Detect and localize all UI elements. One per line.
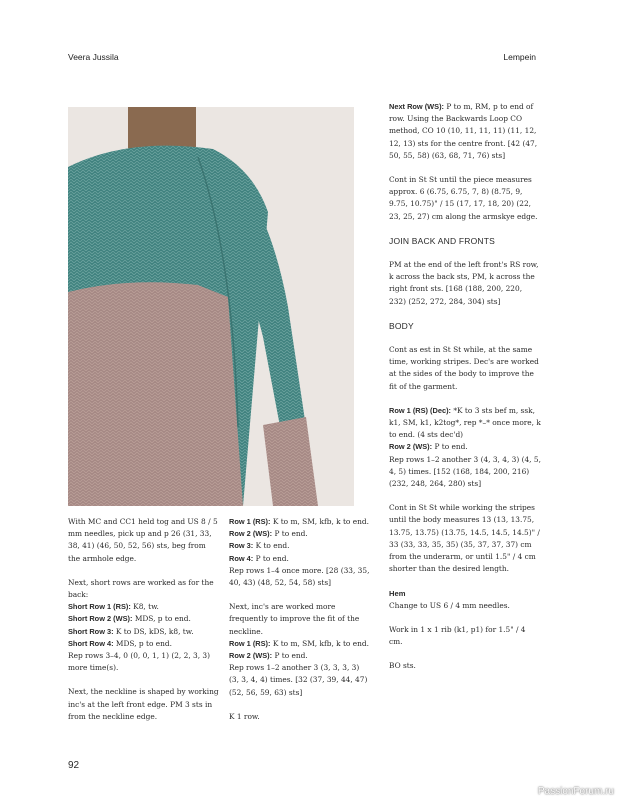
- column-left: [68, 516, 220, 735]
- row-3: Row 3: K to end.: [229, 541, 290, 551]
- row-2: Row 2 (WS): P to end.: [229, 651, 308, 661]
- bind-off: BO sts.: [389, 661, 416, 671]
- join-paragraph: PM at the end of the left front's RS row, k across the back sts, PM, k across the right front sts. [168 (188, 200, 220, 232) (252, 272, 284, 304) sts]: [389, 260, 539, 306]
- short-rows-block: [68, 577, 220, 675]
- subheading-hem: Hem: [389, 588, 406, 598]
- column-right: [389, 101, 541, 685]
- section-heading-join: JOIN BACK AND FRONTS: [389, 235, 496, 246]
- short-row-2: Short Row 2 (WS): MDS, p to end.: [68, 614, 191, 624]
- row-4: Row 4: P to end.: [229, 553, 289, 563]
- body-rows-block: [389, 405, 541, 490]
- row-1: Row 1 (RS): K to m, SM, kfb, k to end.: [229, 638, 369, 648]
- next-row-paragraph: Next Row (WS): P to m, RM, p to end of row. Using the Backwards Loop CO method, CO 10 (10, 11, 11, 11) (11, 12, 12, 13) sts for the centre front. [42 (47, 50, 55, 58) (63, 68, 71, 76) sts]: [389, 102, 538, 160]
- row-2: Row 2 (WS): P to end.: [229, 529, 308, 539]
- repeat-note: Rep rows 3–4, 0 (0, 0, 1, 1) (2, 2, 3, 3) more time(s).: [68, 651, 211, 673]
- repeat-note: Rep rows 1–2 another 3 (3, 3, 3, 3) (3, 3, 4, 4) times. [32 (37, 39, 44, 47) (52, 56, 59, 63) sts]: [229, 663, 368, 697]
- hem-needles: Change to US 6 / 4 mm needles.: [389, 600, 510, 610]
- short-row-1: Short Row 1 (RS): K8, tw.: [68, 602, 159, 612]
- rows-block-1: [229, 516, 371, 589]
- st-st-paragraph: Cont in St St until the piece measures approx. 6 (6.75, 6.75, 7, 8) (8.75, 9, 9.75, 10.75)" / 15 (17, 17, 18, 20) (22, 23, 25, 27) cm along the armskye edge.: [389, 175, 538, 221]
- repeat-note: Rep rows 1–4 once more. [28 (33, 35, 40, 43) (48, 52, 54, 58) sts]: [229, 565, 370, 588]
- sweater-photo: [68, 107, 354, 506]
- body-row-2: Row 2 (WS): P to end.: [389, 442, 468, 452]
- neckline-paragraph: Next, the neckline is shaped by working inc's at the left front edge. PM 3 sts in from the neckline edge.: [68, 687, 219, 721]
- running-header-title: Lempein: [503, 52, 536, 62]
- watermark: PassionForum.ru: [537, 786, 614, 797]
- short-rows-intro: Next, short rows are worked as for the back:: [68, 577, 214, 600]
- instruction-paragraph: With MC and CC1 held tog and US 8 / 5 mm needles, pick up and p 26 (31, 33, 38, 41) (46, 50, 52, 56) sts, beg from the armhole edge.: [68, 517, 218, 563]
- rows-block-2: [229, 601, 371, 699]
- body-row-1: Row 1 (RS) (Dec): *K to 3 sts bef m, ssk, k1, SM, k1, k2tog*, rep *–* once more, k to end. (4 sts dec'd): [389, 405, 541, 440]
- k1-row: K 1 row.: [229, 711, 260, 721]
- repeat-note: Rep rows 1–2 another 3 (4, 3, 4, 3) (4, 5, 4, 5) times. [152 (168, 184, 200, 216) (232, 248, 264, 280) sts]: [389, 454, 541, 489]
- sweater-illustration: [68, 107, 354, 506]
- body-intro: Cont as est in St St while, at the same time, working stripes. Dec's are worked at the sides of the body to improve the fit of the garment.: [389, 345, 539, 391]
- running-header-author: Veera Jussila: [68, 52, 119, 62]
- column-middle: [229, 516, 371, 735]
- inc-intro: Next, inc's are worked more frequently to improve the fit of the neckline.: [229, 602, 360, 636]
- body-length-paragraph: Cont in St St while working the stripes until the body measures 13 (13, 13.75, 13.75, 13.75) (13.75, 14.5, 14.5, 14.5)" / 33 (33, 33, 35, 35) (35, 37, 37, 37) cm from the underarm, or until 1.5" / 4 cm shorter than the desired length.: [389, 503, 540, 574]
- row-1: Row 1 (RS): K to m, SM, kfb, k to end.: [229, 517, 369, 526]
- hem-rib: Work in 1 x 1 rib (k1, p1) for 1.5" / 4 cm.: [389, 624, 526, 647]
- page-number: 92: [68, 760, 80, 771]
- short-row-3: Short Row 3: K to DS, kDS, k8, tw.: [68, 626, 194, 636]
- short-row-4: Short Row 4: MDS, p to end.: [68, 638, 172, 648]
- sweater-pink-body: [68, 282, 243, 506]
- section-heading-body: BODY: [389, 320, 414, 331]
